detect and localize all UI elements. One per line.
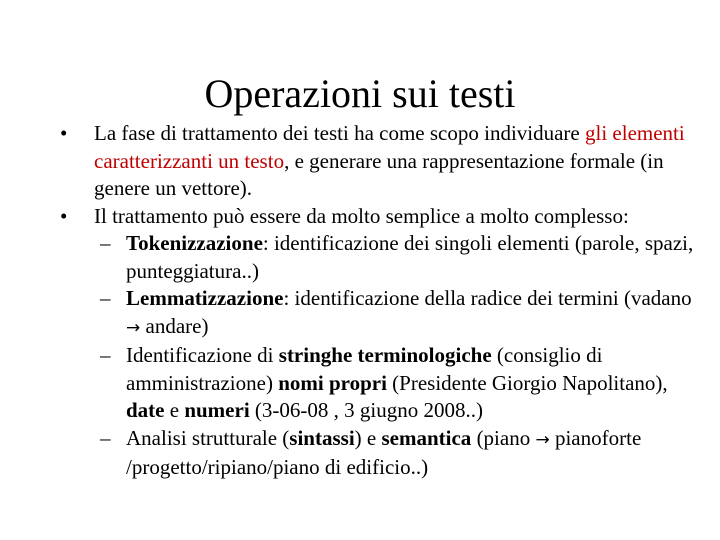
subitem-2-text-a: : identificazione della radice dei termini (vadano [283,286,692,310]
subitem-3-t3: (Presidente Giorgio Napolitano), [386,370,668,395]
subitem-identificazione [60,342,700,425]
subitem-2-text-b: andare) [140,313,209,338]
bullet-icon: • [60,203,68,228]
subitem-3-t4: e [164,398,185,422]
subitem-4-t1: Analisi strutturale ( [126,425,290,450]
subitem-tokenizzazione [60,230,700,285]
subitem-3-b1: stringhe terminologiche [278,343,492,367]
subitem-3-b2: nomi propri [278,370,387,395]
subitem-4-t3: (piano [471,425,536,450]
subitem-lemmatizzazione [60,285,700,342]
right-arrow-icon: → [126,317,141,338]
subitem-3-b3: date [126,398,165,422]
subitem-1-text: : identificazione dei singoli elementi (parole, spazi, punteggiatura..) [126,231,694,283]
subitem-3-t5: (3-06-08 , 3 giugno 2008..) [249,398,483,422]
subitem-3-t1: Identificazione di [126,343,279,367]
dash-icon: – [100,286,111,310]
bullet-item-1 [60,120,700,203]
subitem-4-t4: pianoforte /progetto/ripiano/piano di edificio..) [126,425,642,479]
bullet-1-highlight: gli elementi caratterizzanti un testo [94,121,685,173]
subitem-analisi [60,425,700,482]
subitem-1-bold: Tokenizzazione [126,231,263,255]
slide-title: Operazioni sui testi [204,71,516,116]
subitem-4-b1: sintassi [289,425,355,450]
bullet-item-2 [60,203,700,231]
subitem-3-t2: (consiglio di amministrazione) [126,343,603,395]
subitem-2-bold: Lemmatizzazione [126,286,284,310]
bullet-1-text-pre: La fase di trattamento dei testi ha come scopo individuare [94,121,585,145]
subitem-3-b4: numeri [184,398,250,422]
dash-icon: – [100,231,111,255]
subitem-4-b2: semantica [381,425,472,450]
subitem-4-t2: ) e [354,425,382,450]
bullet-icon: • [60,121,68,145]
right-arrow-icon: → [535,429,550,450]
slide-body [60,120,700,482]
dash-icon: – [100,343,111,367]
bullet-2-text: Il trattamento può essere da molto semplice a molto complesso: [94,203,629,228]
dash-icon: – [100,425,111,450]
bullet-1-text-post: , e generare una rappresentazione formale (in genere un vettore). [94,148,664,200]
